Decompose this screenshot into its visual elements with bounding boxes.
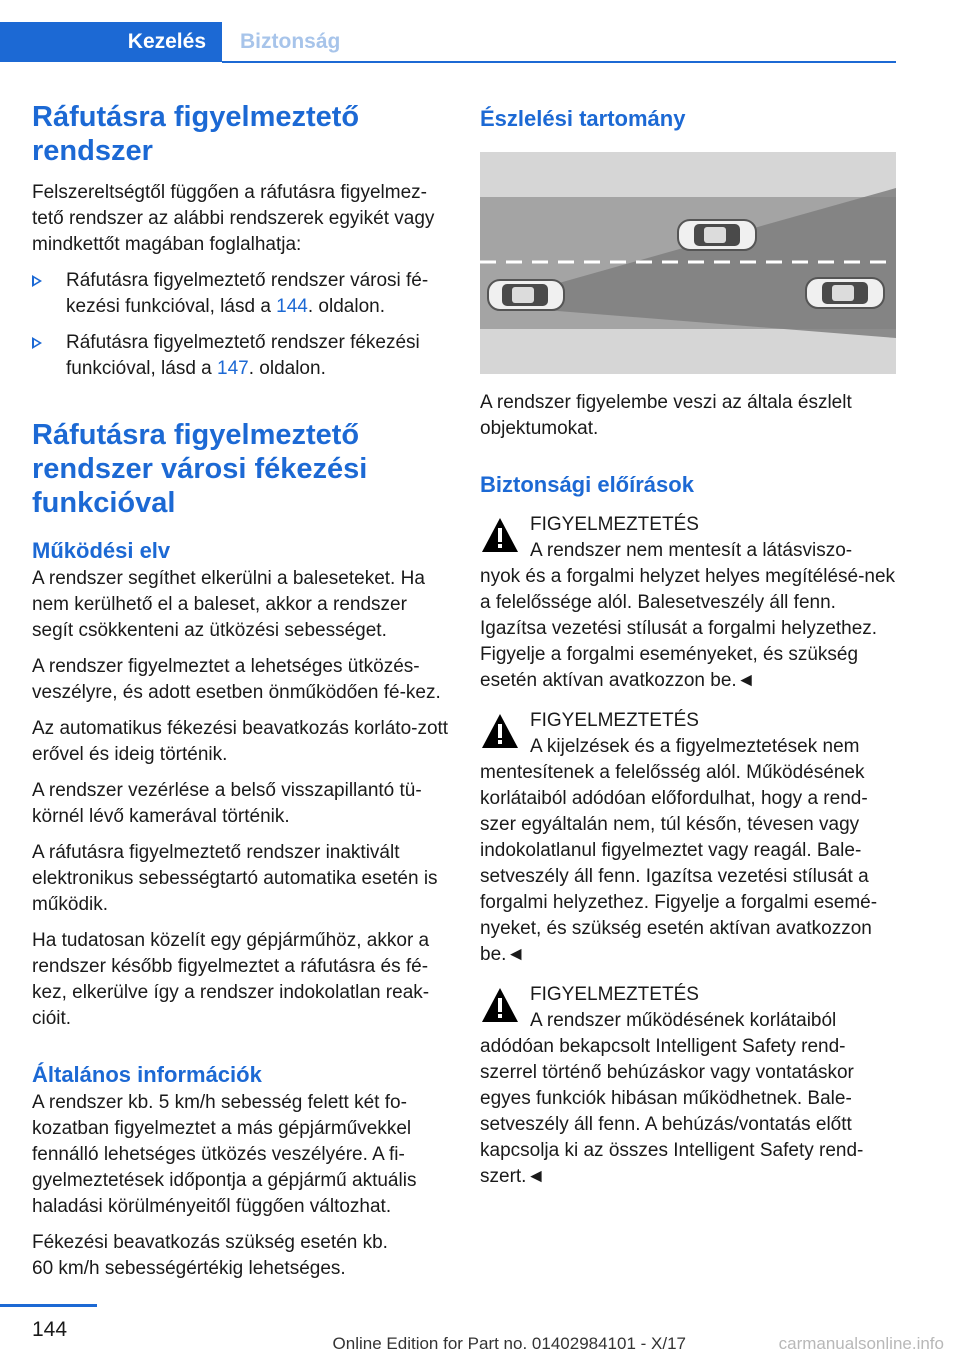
intro-paragraph: Felszereltségtől függően a ráfutásra figyelmez-tető rendszer az alábbi rendszerek egyikét vagy mindkettőt magában foglalhatja: [32, 182, 435, 255]
edition-note: Online Edition for Part no. 01402984101 - X/17 [332, 1334, 686, 1353]
warning-block [480, 982, 896, 1190]
bullet-arrow-icon [32, 337, 42, 349]
left-column [32, 100, 450, 1292]
warning-title: FIGYELMEZTETÉS [530, 514, 699, 535]
warning-triangle-icon [480, 712, 520, 752]
detection-range-illustration [480, 152, 896, 374]
subsection-title-detection-range: Észlelési tartomány [480, 106, 686, 131]
page-link-147[interactable]: 147 [217, 358, 249, 379]
warning-block [480, 708, 896, 968]
illustration-caption: A rendszer figyelembe veszi az általa észlelt objektumokat. [480, 392, 852, 439]
list-item-text: . oldalon. [307, 296, 385, 317]
warning-text: A rendszer nem mentesít a látásviszo- [530, 540, 853, 561]
paragraph: Ha tudatosan közelít egy gépjárműhöz, akkor a rendszer később figyelmeztet a ráfutásra és fé-kez, elkerülve így a rendszer indokolatlan reak-cióit. [32, 930, 430, 1029]
page-link-144[interactable]: 144 [276, 296, 308, 317]
section-title-collision-warning: Ráfutásra figyelmeztető rendszer [32, 101, 360, 167]
paragraph: A rendszer vezérlése a belső visszapillantó tü-körnél lévő kamerával történik. [32, 780, 422, 827]
warning-text: mentesítenek a felelősség alól. Működésének korlátaiból adódóan előfordulhat, hogy a rend-szer egyáltalán nem, túl későn, tévesen vagy indokolatlanul figyelmeztet vagy reagál. Bale-setveszély áll fenn. Igazítsa vezetési stílusát a forgalmi helyzethez. Figyelje a forgalmi esemé-nyeket, és szükség esetén aktívan avatkozzon be.◄ [480, 762, 878, 965]
subsection-title-general: Általános információk [32, 1062, 262, 1087]
list-item-text: . oldalon. [248, 358, 326, 379]
warning-triangle-icon [480, 516, 520, 556]
warning-text: A rendszer működésének korlátaiból [530, 1010, 837, 1031]
paragraph-line: 60 km/h sebességértékig lehetséges. [32, 1258, 346, 1279]
page-number: 144 [32, 1318, 68, 1341]
warning-text: adódóan bekapcsolt Intelligent Safety rend-szerrel történő behúzáskor vagy vontatáskor egyes funkciók hibásan működhetnek. Bale-setveszély áll fenn. A behúzás/vontatás előtt kapcsolja ki az összes Intelligent Safety rend-szert.◄ [480, 1036, 864, 1187]
section-tab-biztonsag[interactable]: Biztonság [240, 30, 341, 53]
page-header [0, 0, 896, 62]
section-title-city-braking: Ráfutásra figyelmeztető rendszer városi fékezési funkcióval [32, 419, 368, 519]
paragraph [32, 1230, 450, 1282]
subsection-title-principle: Működési elv [32, 538, 171, 563]
list-item-text: Ráfutásra figyelmeztető rendszer fékezési funkcióval, lásd a [66, 332, 420, 379]
watermark: carmanualsonline.info [778, 1334, 944, 1353]
list-item-text: Ráfutásra figyelmeztető rendszer városi fé-kezési funkcióval, lásd a [66, 270, 429, 317]
car-detected-icon [806, 278, 884, 308]
paragraph: A ráfutásra figyelmeztető rendszer inaktivált elektronikus sebességtartó automatika esetén is működik. [32, 842, 438, 915]
warning-title: FIGYELMEZTETÉS [530, 984, 699, 1005]
list-item [32, 268, 450, 320]
paragraph: A rendszer segíthet elkerülni a baleseteket. Ha nem kerülhető el a baleset, akkor a rendszer segít csökkenteni az ütközési sebességet. [32, 568, 425, 641]
bullet-arrow-icon [32, 275, 42, 287]
header-rule [222, 61, 896, 63]
footer-rule [0, 1304, 97, 1307]
paragraph: A rendszer kb. 5 km/h sebesség felett két fo-kozatban figyelmeztet a más gépjárművekkel fennálló lehetséges ütközés veszélyére. A fi-gyelmeztetések időpontja a gépjármű aktuális haladási körülményeitől függően változhat. [32, 1092, 417, 1217]
warning-text: A kijelzések és a figyelmeztetések nem [530, 736, 860, 757]
own-car-icon [488, 280, 564, 310]
paragraph-line: Fékezési beavatkozás szükség esetén kb. [32, 1232, 388, 1253]
warning-triangle-icon [480, 986, 520, 1026]
right-column [480, 100, 896, 1204]
paragraph: A rendszer figyelmeztet a lehetséges ütközés-veszélyre, és adott esetben önműködően fé-kez. [32, 656, 441, 703]
warning-text: nyok és a forgalmi helyzet helyes megítélésé-nek a felelőssége alól. Balesetveszély áll fenn. Igazítsa vezetési stílusát a forgalmi helyzethez. Figyelje a forgalmi eseményeket, és szükség esetén aktívan avatkozzon be.◄ [480, 566, 896, 691]
paragraph: Az automatikus fékezési beavatkozás korláto-zott erővel és ideig történik. [32, 718, 449, 765]
warning-title: FIGYELMEZTETÉS [530, 710, 699, 731]
warning-block [480, 512, 896, 694]
car-ahead-icon [678, 220, 756, 250]
section-tab-kezeles[interactable]: Kezelés [0, 22, 222, 62]
list-item [32, 330, 450, 382]
variants-list [32, 268, 450, 382]
subsection-title-safety: Biztonsági előírások [480, 472, 694, 497]
